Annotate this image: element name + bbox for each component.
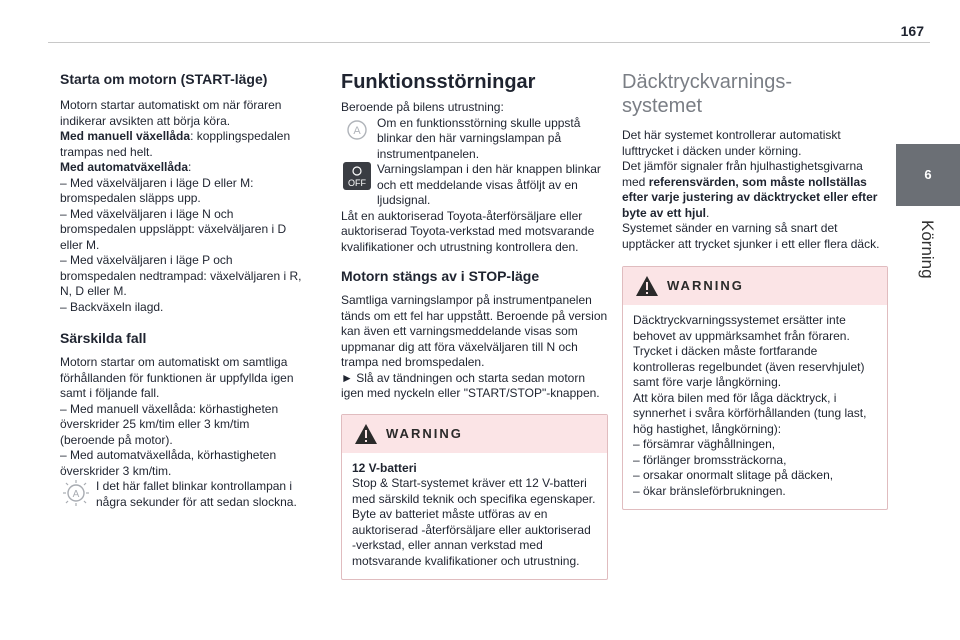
tpms-warning-item: – förlänger bromssträckorna, [633, 452, 787, 467]
auto-icon-note-text: I det här fallet blinkar kontrollampan i några sekunder för att sedan slockna. [96, 479, 297, 509]
auto-text: : [188, 160, 192, 174]
warning-lamp-text: Om en funktionsstörning skulle uppstå blinkar den här varningslampan på instrumentpanelen. [377, 115, 581, 161]
manual-gearbox-line [60, 129, 305, 160]
tpms-warning-item: – orsakar onormalt slitage på däcken, [633, 468, 834, 482]
heading-tpms-line1: Däcktryckvarnings- [622, 71, 793, 93]
stop-start-off-button-icon [343, 162, 371, 190]
chapter-tab[interactable]: 6 [896, 144, 960, 206]
warning-body [342, 453, 607, 580]
restart-item: – Med växelväljaren i läge D eller M: bromspedalen släpps upp. [60, 175, 254, 205]
tpms-compare-c: . [706, 205, 710, 220]
heading-tpms-line2: systemet [622, 95, 703, 117]
chapter-label: Körning [918, 219, 937, 279]
svg-text:A: A [353, 124, 361, 137]
auto-gearbox-line [60, 160, 305, 176]
off-button-note [341, 162, 608, 209]
tpms-intro: Det här systemet kontrollerar automatiskt lufttrycket i däcken under körning. [622, 128, 841, 158]
auto-icon-note [60, 479, 305, 511]
tpms-warning-item: – försämrar väghållningen, [633, 437, 776, 451]
header-divider [48, 42, 930, 43]
tpms-alert: Systemet sänder en varning så snart det upptäcker att trycket sjunker i ett eller flera däck. [622, 221, 880, 251]
tpms-compare-b: referensvärden, som måste nollställas efter varje justering av däcktrycket eller efter byte av ett hjul [622, 174, 878, 220]
special-item: – Med automatväxellåda, körhastigheten överskrider 3 km/tim. [60, 448, 277, 478]
column-middle [341, 70, 608, 580]
tpms-warning-p1: Däcktryckvarningssystemet ersätter inte behovet av uppmärksamhet från föraren. [633, 313, 850, 343]
manual-text: : kopplingspedalen trampas ned helt. [60, 129, 291, 159]
heading-restart: Starta om motorn (START-läge) [60, 71, 268, 87]
warning-title: WARNING [386, 425, 463, 441]
special-item: – Med manuell växellåda: körhastigheten överskrider 25 km/tim eller 3 km/tim (beroende på motor). [60, 401, 279, 447]
battery-subheading: 12 V-batteri [352, 460, 417, 475]
tpms-compare-a: Det jämför signaler från hjulhastighetsgivarna med [622, 159, 863, 189]
dealer-note: Låt en auktoriserad Toyota-återförsäljare eller auktoriserad Toyota-verkstad med motsvarande kvalifikationer och utrustning kontrollera den. [341, 208, 595, 254]
off-button-text: Varningslampan i den här knappen blinkar och ett meddelande visas åtföljt av en ljudsignal. [377, 162, 601, 207]
auto-label: Med automatväxellåda [60, 160, 189, 174]
tpms-compare [622, 159, 888, 221]
warning-triangle-icon [354, 423, 378, 445]
restart-item: – Backväxeln ilagd. [60, 299, 164, 314]
column-left [60, 70, 305, 511]
heading-malfunctions: Funktionsstörningar [341, 71, 536, 93]
battery-warning-text: Stop & Start-systemet kräver ett 12 V-batteri med särskild teknik och specifika egenskaper. Byte av batteriet måste utföras av en auktoriserad -återförsäljare eller auktoriserad -verkstad, eller annan verkstad med motsvarande kvalifikationer och utrustning. [352, 476, 596, 568]
column-right [622, 70, 888, 510]
special-intro: Motorn startar om automatiskt om samtliga förhållanden för funktionen är uppfyllda igen samt i följande fall. [60, 355, 294, 400]
manual-label: Med manuell växellåda [60, 129, 191, 143]
restart-item: – Med växelväljaren i läge N och bromspedalen uppsläppt: växelväljaren i D eller M. [60, 206, 287, 252]
warning-lamp-note [341, 116, 608, 163]
svg-text:A: A [72, 489, 80, 500]
warning-header [342, 415, 607, 453]
tpms-warning-item: – ökar bränsleförbrukningen. [633, 483, 786, 498]
warning-body [623, 305, 887, 509]
tpms-warning-p3: Att köra bilen med för låga däcktryck, i synnerhet i svåra körförhållanden (tung last, hög hastighet, långkörning): [633, 390, 867, 436]
heading-tpms [622, 70, 888, 118]
tpms-warning-box [622, 266, 888, 510]
equipment-intro: Beroende på bilens utrustning: [341, 100, 504, 114]
stop-mode-text: Samtliga varningslampor på instrumentpanelen tänds om ett fel har uppstått. Beroende på version kan även ett varningsmeddelande visas som uppmanar dig att föra växelväljaren till N och trampa ned bromspedalen. [341, 293, 608, 369]
restart-intro: Motorn startar automatiskt om när föraren indikerar avsikten att börja köra. [60, 98, 282, 128]
tpms-warning-p2: Trycket i däcken måste fortfarande kontrolleras regelbundet (även reservhjulet) samt före varje långkörning. [633, 344, 865, 389]
battery-warning-box [341, 414, 608, 581]
warning-triangle-icon [635, 275, 659, 297]
page-number: 167 [900, 23, 924, 39]
heading-stop-mode: Motorn stängs av i STOP-läge [341, 268, 540, 284]
auto-stop-warning-icon [343, 116, 371, 144]
restart-item: – Med växelväljaren i läge P och bromspedalen nedtrampad: växelväljaren i R, N, D eller M. [60, 253, 302, 298]
warning-header [623, 267, 887, 305]
auto-stop-blinking-icon [62, 479, 90, 507]
stop-mode-action: ► Slå av tändningen och starta sedan motorn igen med nyckeln eller "START/STOP"-knappen. [341, 370, 600, 400]
heading-special-cases: Särskilda fall [60, 330, 147, 346]
warning-title: WARNING [667, 278, 744, 294]
off-label: OFF [348, 178, 366, 188]
